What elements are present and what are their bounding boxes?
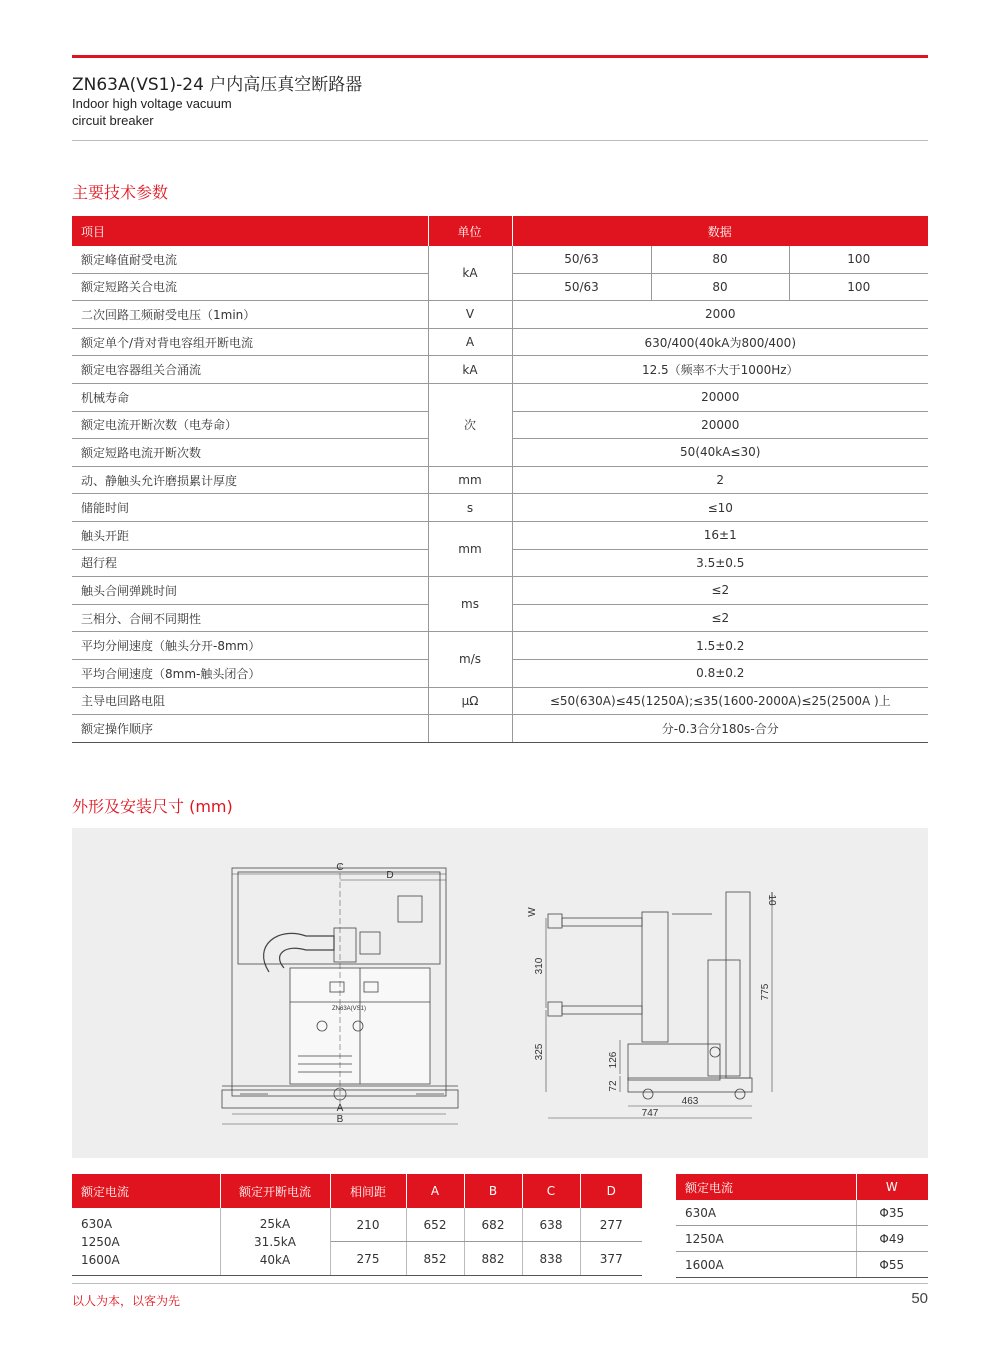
row-value: 100 [789, 246, 928, 273]
table-row [676, 1226, 928, 1252]
dims-header-phase: 相间距 [330, 1174, 406, 1208]
page-subtitle [72, 95, 232, 129]
table-row [72, 494, 928, 522]
w-row-current: 630A [676, 1200, 856, 1226]
row-item: 超行程 [72, 549, 428, 577]
row-unit: A [428, 328, 512, 356]
row-item: 二次回路工频耐受电压（1min） [72, 301, 428, 329]
dim-label-c: C [336, 862, 344, 873]
row-value: 50(40kA≤30) [512, 439, 928, 467]
section-title-params: 主要技术参数 [72, 183, 169, 202]
dim-label-72: 72 [608, 1080, 619, 1092]
row-value: ≤50(630A)≤45(1250A);≤35(1600-2000A)≤25(2500A )上 [512, 687, 928, 715]
page-number: 50 [911, 1290, 928, 1307]
table-row [72, 356, 928, 384]
dim-label-747: 747 [641, 1108, 659, 1119]
row-item: 平均分闸速度（触头分开-8mm） [72, 632, 428, 660]
row-unit: s [428, 494, 512, 522]
dims-header-b: B [464, 1174, 522, 1208]
header-data: 数据 [512, 216, 928, 246]
row-value: 50/63 [512, 246, 651, 273]
row1-d: 277 [580, 1208, 642, 1242]
dim-label-126: 126 [608, 1051, 619, 1069]
row2-a: 852 [406, 1242, 464, 1276]
row2-phase: 275 [330, 1242, 406, 1276]
table-row [72, 301, 928, 329]
row-value: ≤2 [512, 577, 928, 605]
row-item: 额定短路关合电流 [72, 273, 428, 301]
row-value: 20000 [512, 411, 928, 439]
row1-phase: 210 [330, 1208, 406, 1242]
header-item: 项目 [72, 216, 428, 246]
row-item: 额定单个/背对背电容组开断电流 [72, 328, 428, 356]
dim-label-325: 325 [534, 1043, 545, 1061]
w-row-current: 1600A [676, 1252, 856, 1278]
subtitle-line-1: Indoor high voltage vacuum [72, 96, 232, 111]
current-630: 630A [81, 1216, 113, 1231]
row-item: 动、静触头允许磨损累计厚度 [72, 466, 428, 494]
row-unit: 次 [428, 383, 512, 466]
row-value: 12.5（频率不大于1000Hz） [512, 356, 928, 384]
row-item: 额定电容器组关合涌流 [72, 356, 428, 384]
dim-label-a: A [336, 1103, 344, 1114]
row-item: 额定短路电流开断次数 [72, 439, 428, 467]
row-value: 1.5±0.2 [512, 632, 928, 660]
footer-divider [72, 1283, 928, 1284]
dim-label-10: 10 [766, 894, 777, 906]
dims-header-c: C [522, 1174, 580, 1208]
row-unit: kA [428, 246, 512, 301]
row-unit: mm [428, 521, 512, 576]
dims-current-cell [72, 1208, 220, 1276]
spec-header-row [72, 216, 928, 246]
row-value: 80 [651, 273, 789, 301]
row-value: 20000 [512, 383, 928, 411]
row2-d: 377 [580, 1242, 642, 1276]
dimension-drawing-panel [72, 828, 928, 1158]
table-row [72, 715, 928, 743]
row-item: 机械寿命 [72, 383, 428, 411]
dim-label-b: B [336, 1114, 344, 1125]
table-row [72, 632, 928, 660]
w-header-w: W [856, 1174, 928, 1200]
row-item: 额定操作顺序 [72, 715, 428, 743]
row-item: 额定峰值耐受电流 [72, 246, 428, 273]
footer-slogan: 以人为本，以客为先 [72, 1294, 181, 1308]
row-value: 80 [651, 246, 789, 273]
header-divider [72, 140, 928, 141]
dims-header-row [72, 1174, 642, 1208]
dims-header-current: 额定电流 [72, 1174, 220, 1208]
dim-label-w: W [527, 907, 538, 917]
table-row [72, 1208, 642, 1242]
table-row [72, 328, 928, 356]
row-unit: μΩ [428, 687, 512, 715]
breaker-outline-drawing [72, 828, 928, 1158]
row-item: 储能时间 [72, 494, 428, 522]
section-title-dims: 外形及安装尺寸 (mm) [72, 797, 233, 816]
dims-header-breaking: 额定开断电流 [220, 1174, 330, 1208]
dimensions-table [72, 1174, 642, 1276]
row-unit [428, 715, 512, 743]
row-value: 100 [789, 273, 928, 301]
table-row [72, 466, 928, 494]
header-unit: 单位 [428, 216, 512, 246]
dim-label-310: 310 [534, 957, 545, 975]
dim-label-463: 463 [681, 1096, 699, 1107]
row-item: 主导电回路电阻 [72, 687, 428, 715]
table-row [72, 383, 928, 411]
w-header-row [676, 1174, 928, 1200]
table-row [72, 521, 928, 549]
dim-label-d: D [386, 870, 394, 881]
row1-c: 638 [522, 1208, 580, 1242]
row-unit: kA [428, 356, 512, 384]
row-unit: ms [428, 577, 512, 632]
row1-b: 682 [464, 1208, 522, 1242]
row-value: 3.5±0.5 [512, 549, 928, 577]
drawing-nameplate: ZN63A(VS1) [332, 1006, 367, 1012]
row-value: 630/400(40kA为800/400) [512, 328, 928, 356]
current-1600: 1600A [81, 1252, 120, 1267]
row1-a: 652 [406, 1208, 464, 1242]
table-row [676, 1200, 928, 1226]
row-unit: V [428, 301, 512, 329]
subtitle-line-2: circuit breaker [72, 113, 154, 128]
w-row-value: Φ55 [856, 1252, 928, 1278]
row-item: 额定电流开断次数（电寿命） [72, 411, 428, 439]
breaking-31-5: 31.5kA [254, 1234, 296, 1249]
row-value: 2000 [512, 301, 928, 329]
row-value: 2 [512, 466, 928, 494]
row-item: 触头合闸弹跳时间 [72, 577, 428, 605]
row-item: 三相分、合闸不同期性 [72, 604, 428, 632]
dim-label-775: 775 [760, 983, 771, 1001]
table-row [72, 577, 928, 605]
row-value: ≤10 [512, 494, 928, 522]
row-value: 16±1 [512, 521, 928, 549]
w-row-current: 1250A [676, 1226, 856, 1252]
row-unit: mm [428, 466, 512, 494]
breaking-40: 40kA [259, 1252, 291, 1267]
table-row [72, 687, 928, 715]
w-header-current: 额定电流 [676, 1174, 856, 1200]
current-1250: 1250A [81, 1234, 120, 1249]
w-row-value: Φ49 [856, 1226, 928, 1252]
row-item: 触头开距 [72, 521, 428, 549]
row2-c: 838 [522, 1242, 580, 1276]
dims-breaking-cell [220, 1208, 330, 1276]
row2-b: 882 [464, 1242, 522, 1276]
row-value: 50/63 [512, 273, 651, 301]
row-value: 0.8±0.2 [512, 659, 928, 687]
row-item: 平均合闸速度（8mm-触头闭合） [72, 659, 428, 687]
row-unit: m/s [428, 632, 512, 687]
table-row [72, 246, 928, 273]
dims-header-a: A [406, 1174, 464, 1208]
spec-table [72, 216, 928, 743]
row-value: 分-0.3合分180s-合分 [512, 715, 928, 743]
w-row-value: Φ35 [856, 1200, 928, 1226]
breaking-25: 25kA [259, 1216, 291, 1231]
page-title: ZN63A(VS1)-24 户内高压真空断路器 [72, 75, 363, 95]
top-red-rule [72, 55, 928, 58]
dims-header-d: D [580, 1174, 642, 1208]
row-value: ≤2 [512, 604, 928, 632]
w-diameter-table [676, 1174, 928, 1278]
table-row [676, 1252, 928, 1278]
